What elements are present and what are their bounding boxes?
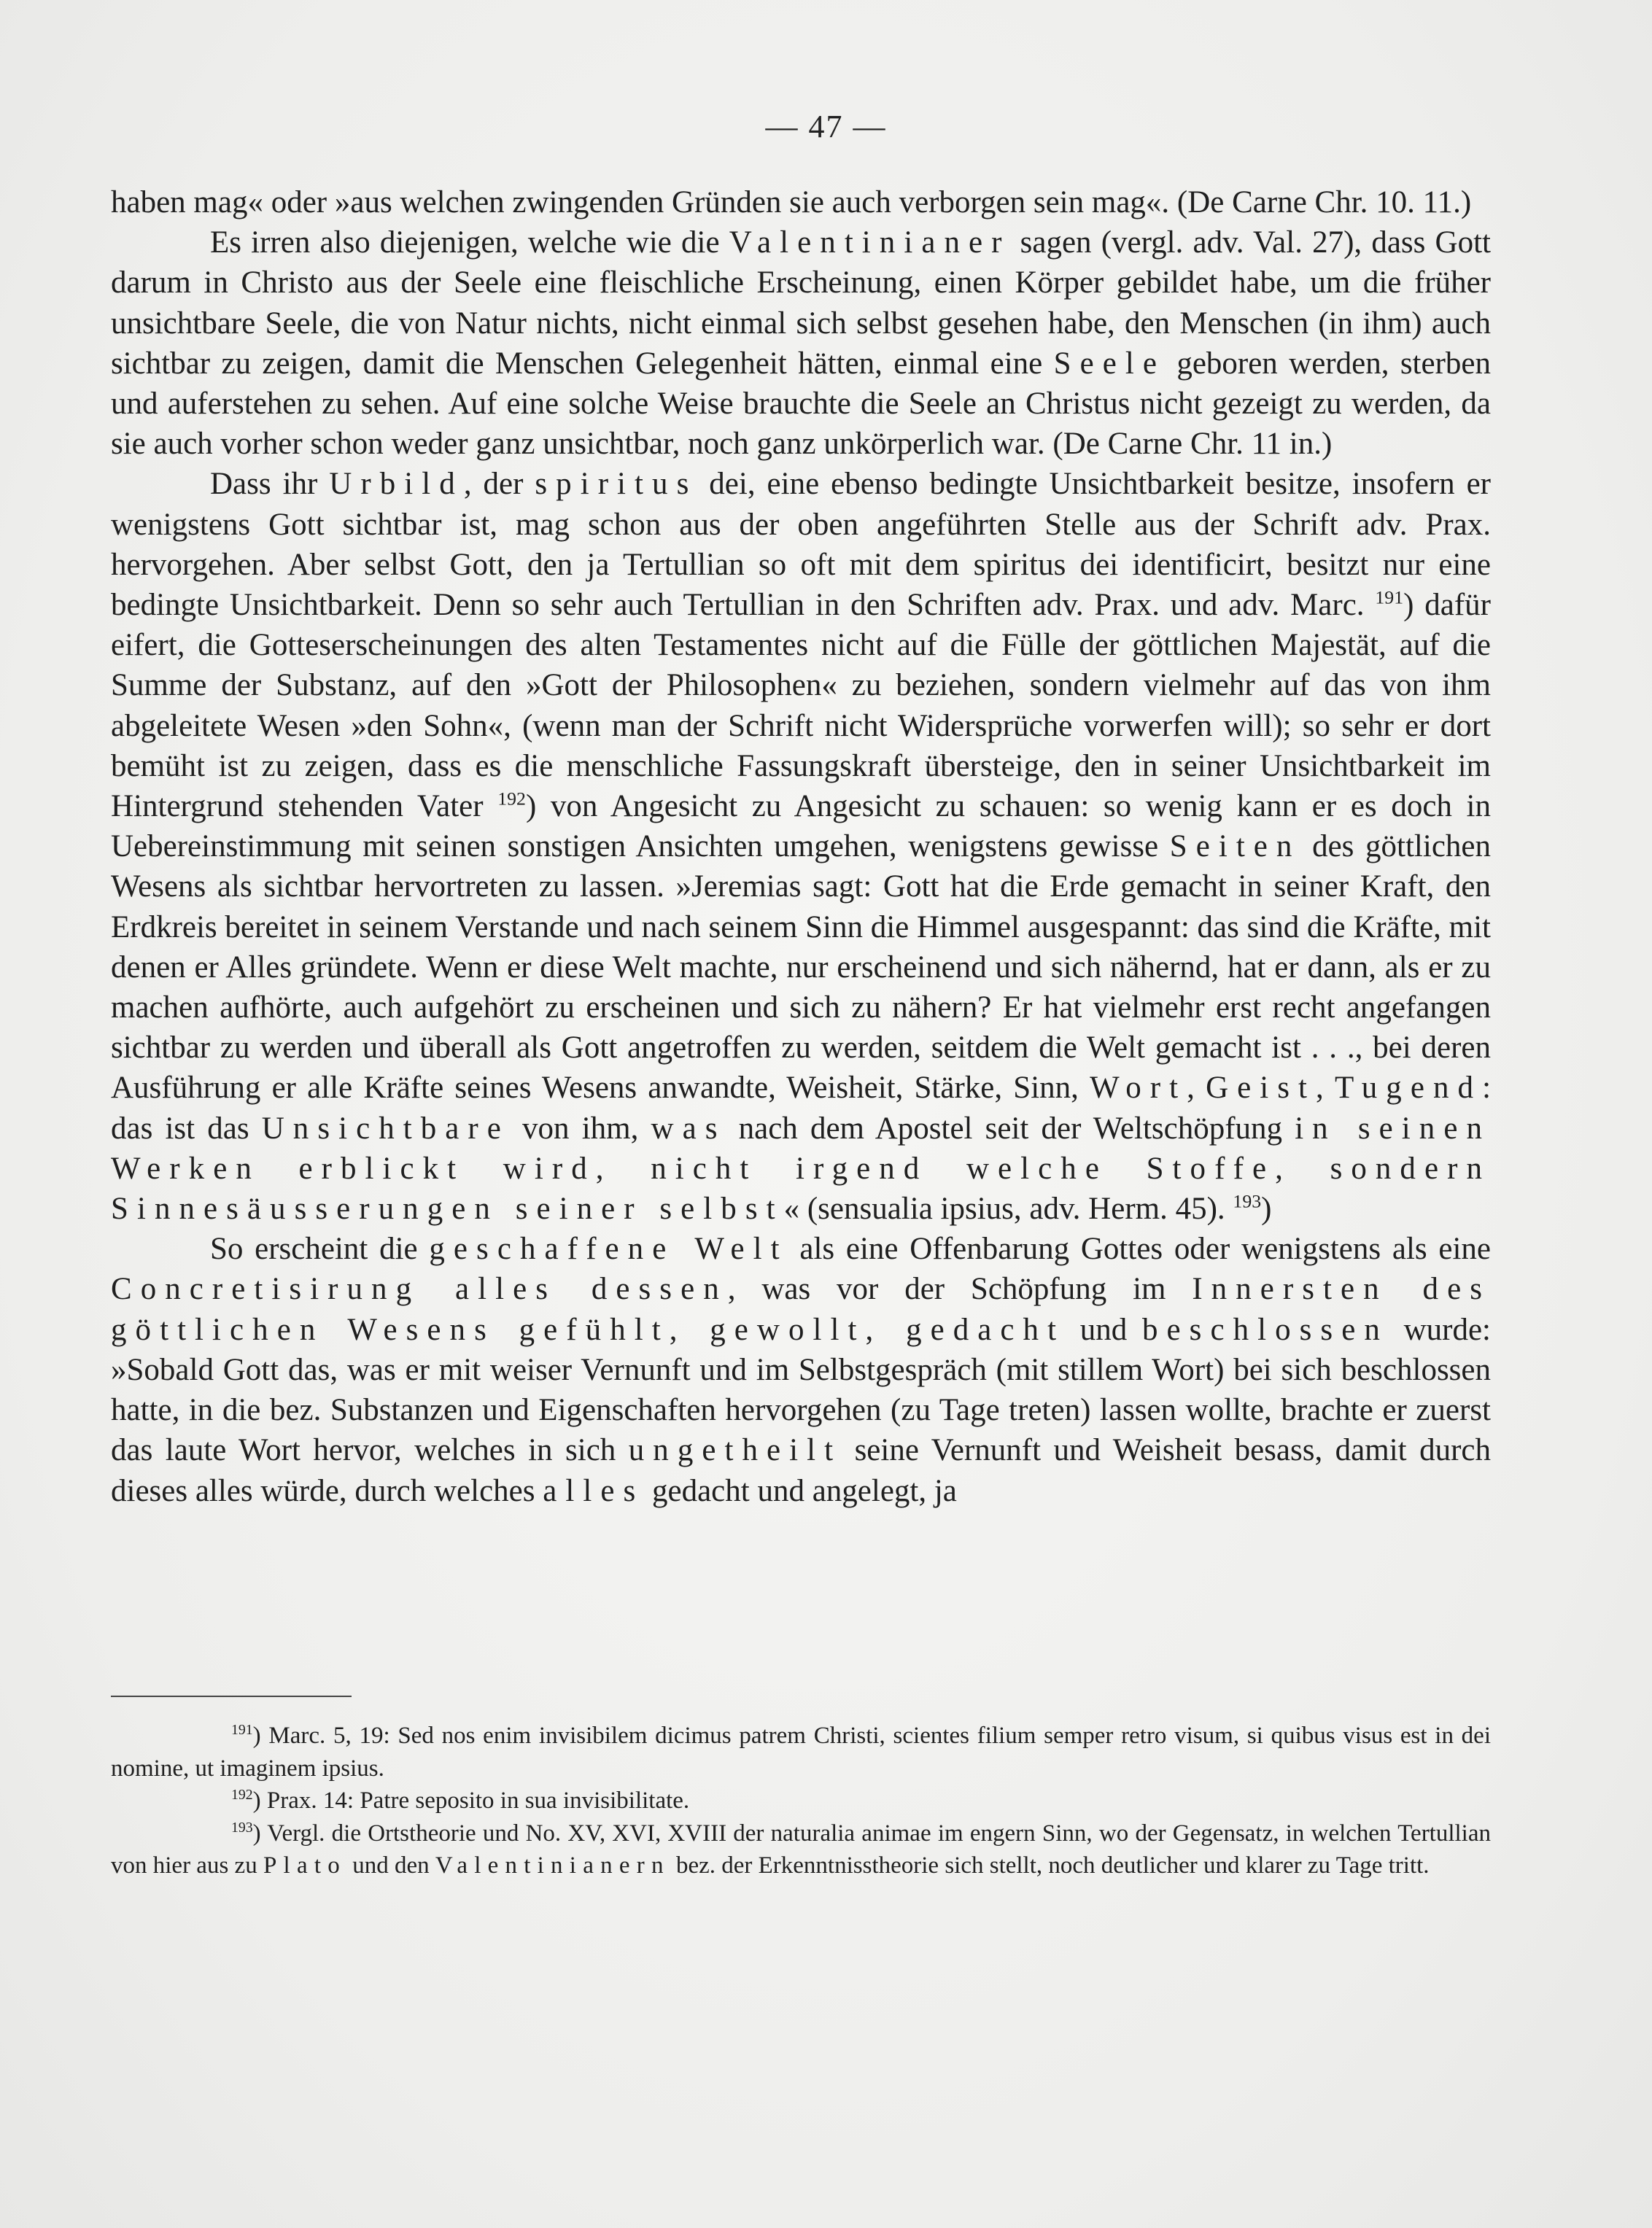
text-run: seine Vernunft und Weisheit besass, damit durch dieses alles würde, durch welches (111, 1433, 1491, 1508)
text-run: , der (463, 467, 535, 502)
spaced-emphasis: Concretisirung alles dessen (111, 1272, 728, 1307)
spaced-emphasis: Urbild (329, 467, 464, 502)
text-run: , was vor der Schöpfung im (727, 1272, 1193, 1307)
footnote-ref-193: 193 (1233, 1190, 1262, 1212)
text-run: von ihm, (509, 1111, 651, 1146)
footnote-text: ) Marc. 5, 19: Sed nos enim invisibilem dicimus patrem Christi, scientes filium semper retro visum, si quibus visus est in dei nomine, ut imaginem ipsius. (111, 1723, 1491, 1782)
spaced-emphasis: Valentinianer (729, 225, 1011, 260)
spaced-emphasis: Seele (1053, 346, 1166, 381)
paragraph-4 (111, 1229, 1491, 1510)
page-number: — 47 — (765, 109, 887, 144)
text-run: sagen (vergl. adv. Val. 27), dass Gott darum in Christo aus der Seele eine fleischliche Erscheinung, einen Körper gebildet habe, um die früher unsichtbare Seele, die von Natur nichts, nicht einmal sich selbst gesehen habe, den Menschen (in ihm) auch sichtbar zu zeigen, damit die Menschen Gelegenheit hätten, einmal eine (111, 225, 1491, 381)
paragraph-2 (111, 222, 1491, 464)
paragraph-1: haben mag« oder »aus welchen zwingenden Gründen sie auch verborgen sein mag«. (De Carne Chr. 10. 11.) (111, 185, 1472, 220)
footnote-192 (111, 1785, 1491, 1817)
spaced-emphasis: Wort (1090, 1071, 1187, 1106)
footnote-mark: 192 (231, 1787, 253, 1803)
main-text (111, 182, 1491, 1511)
spaced-emphasis: Seiten (1169, 829, 1301, 864)
spaced-emphasis: Plato (263, 1852, 346, 1879)
footnote-text: ) Vergl. die Ortstheorie und No. XV, XVI, XVIII der naturalia animae im engern Sinn, wo der Gegensatz, in welchen Tertullian von hier aus zu (111, 1820, 1491, 1879)
text-run: Es irren also diejenigen, welche wie die (210, 225, 729, 260)
text-run: , (1316, 1071, 1335, 1106)
spaced-emphasis: Unsichtbare (261, 1111, 510, 1146)
text-run: geboren werden, sterben und auferstehen zu sehen. Auf eine solche Weise brauchte die Seele an Christus nicht gezeigt zu werden, da sie auch vorher schon weder ganz unsichtbar, noch ganz unkörperlich war. (De Carne Chr. 11 in.) (111, 346, 1491, 462)
footnote-ref-192: 192 (497, 788, 526, 810)
footnote-divider (111, 1696, 352, 1697)
spaced-emphasis: Innersten des göttlichen Wesens gefühlt, gewollt, gedacht (111, 1272, 1491, 1347)
paragraph-3 (111, 464, 1491, 1229)
text-run: nach dem Apostel seit der Weltschöpfung (726, 1111, 1295, 1146)
footnote-text: und den (346, 1852, 435, 1879)
spaced-emphasis: geschaffene Welt (429, 1232, 788, 1267)
text-run: und (1065, 1312, 1143, 1347)
spaced-emphasis: beschlossen (1142, 1312, 1389, 1347)
footnote-ref-191: 191 (1375, 586, 1404, 608)
text-run: Dass ihr (210, 467, 330, 502)
text-run: dei, eine ebenso bedingte Unsichtbarkeit besitze, insofern er wenigstens Gott sichtbar ist, mag schon aus der oben angeführten Stelle aus der Schrift adv. Prax. hervorgehen. Aber selbst Gott, den ja Tertullian so oft mit dem spiritus dei identificirt, besitzt nur eine bedingte Unsichtbarkeit. Denn so sehr auch Tertullian in den Schriften adv. Prax. und adv. Marc. (111, 467, 1491, 623)
footnote-mark: 191 (231, 1722, 253, 1738)
text-run: ) dafür eifert, die Gotteserscheinungen des alten Testamentes nicht auf die Fülle der göttlichen Majestät, auf die Summe der Substanz, auf den »Gott der Philosophen« zu beziehen, sondern vielmehr auf das von ihm abgeleitete Wesen »den Sohn«, (wenn man der Schrift nicht Widersprüche vorwerfen will); so sehr er dort bemüht ist zu zeigen, dass es die menschliche Fassungskraft übersteige, den in seiner Unsichtbarkeit im Hintergrund stehenden Vater (111, 588, 1491, 824)
footnote-mark: 193 (231, 1819, 253, 1836)
spaced-emphasis: alles (543, 1473, 645, 1508)
footnote-text: ) Prax. 14: Patre seposito in sua invisibilitate. (252, 1788, 690, 1814)
spaced-emphasis: Valentinianern (435, 1852, 670, 1879)
spaced-emphasis: Tugend (1334, 1071, 1483, 1106)
footnote-text: bez. der Erkenntnisstheorie sich stellt, noch deutlicher und klarer zu Tage tritt. (670, 1852, 1430, 1879)
text-run: « (sensualia ipsius, adv. Herm. 45). (783, 1192, 1225, 1227)
text-run: als eine Offenbarung Gottes oder wenigstens als eine (788, 1232, 1491, 1267)
spaced-emphasis: ungetheilt (628, 1433, 842, 1468)
footnote-191 (111, 1720, 1491, 1785)
footnote-193 (111, 1817, 1491, 1882)
text-run: ) von Angesicht zu Angesicht zu schauen: so wenig kann er es doch in Uebereinstimmung mit seinen sonstigen Ansichten umgehen, wenigstens gewisse (111, 789, 1492, 864)
spaced-emphasis: spiritus (535, 467, 698, 502)
text-run: des göttlichen Wesens als sichtbar hervortreten zu lassen. »Jeremias sagt: Gott hat die Erde gemacht in seiner Kraft, den Erdkreis bereitet in seinem Verstande und nach seinem Sinn die Himmel ausgespannt: das sind die Kräfte, mit denen er Alles gründete. Wenn er diese Welt machte, nur erscheinend und sich nähernd, hat er dann, als er zu machen aufhörte, auch aufgehört zu erscheinen und sich zu nähern? Er hat vielmehr erst recht angefangen sichtbar zu werden und überall als Gott angetroffen zu werden, seitdem die Welt gemacht ist . . ., bei deren Ausführung er alle Kräfte seines Wesens anwandte, Weisheit, Stärke, Sinn, (111, 829, 1491, 1106)
spaced-emphasis: was (651, 1111, 726, 1146)
spaced-emphasis: in seinen Werken erblickt wird, nicht irgend welche Stoffe, sondern Sinnesäusserungen seiner selbst (111, 1111, 1491, 1227)
text-run: So erscheint die (210, 1232, 430, 1267)
text-run: ) (1261, 1192, 1272, 1227)
footnotes (111, 1720, 1491, 1882)
text-run: gedacht und angelegt, ja (644, 1473, 957, 1508)
text-run: : das ist das (111, 1071, 1492, 1146)
text-run: , (1187, 1071, 1206, 1106)
text-run: wurde: »Sobald Gott das, was er mit weiser Vernunft und im Selbstgespräch (mit stillem Wort) bei sich beschlossen hatte, in die bez. Substanzen und Eigenschaften hervorgehen (zu Tage treten) lassen wollte, brachte er zuerst das laute Wort hervor, welches in sich (111, 1312, 1492, 1468)
spaced-emphasis: Geist (1206, 1071, 1316, 1106)
